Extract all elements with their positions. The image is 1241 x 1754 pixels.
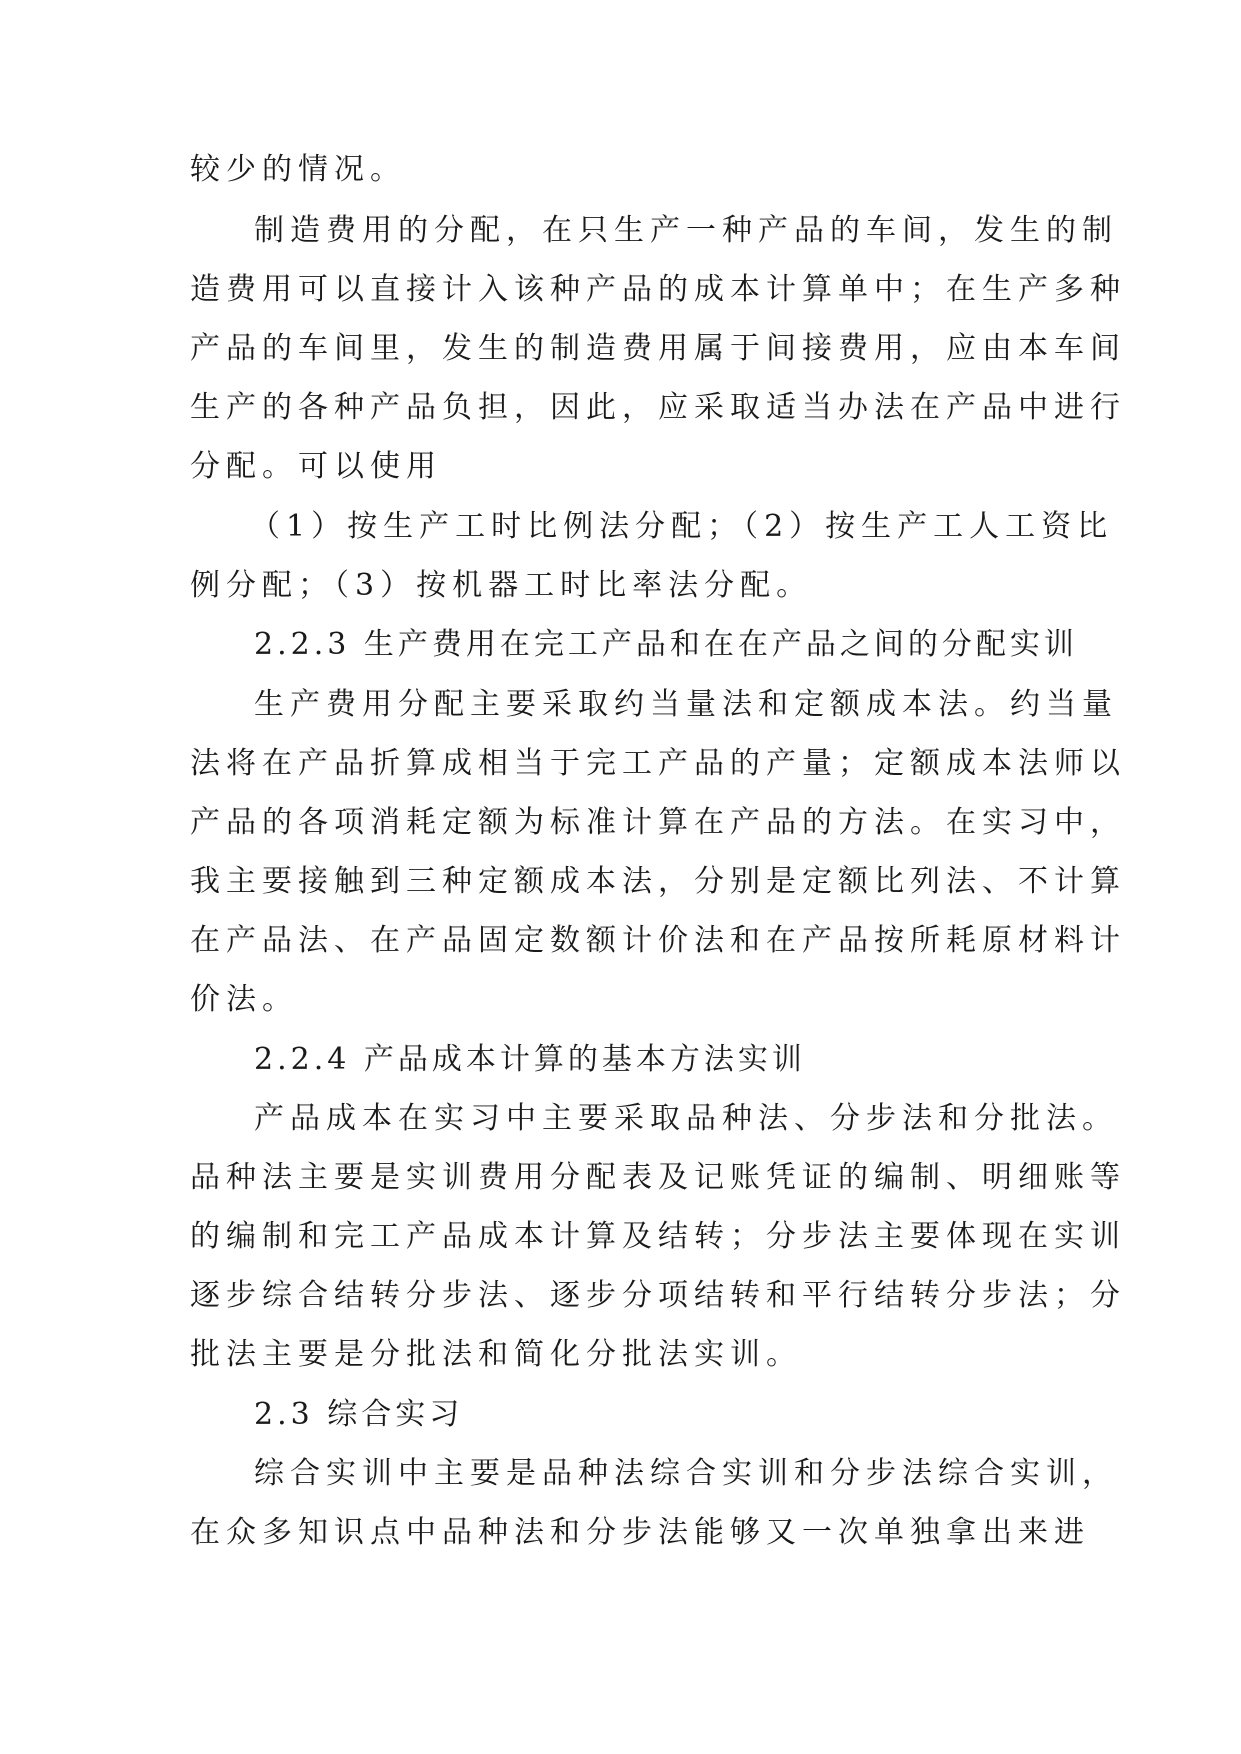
text-line: 例分配；（3）按机器工时比率法分配。 [190,568,813,603]
text-line: 在产品法、在产品固定数额计价法和在产品按所耗原材料计 [190,923,1126,958]
section-heading: 2.3 综合实习 [254,1397,464,1432]
text-line: 法将在产品折算成相当于完工产品的产量；定额成本法师以 [190,746,1126,781]
text-line: 产品成本在实习中主要采取品种法、分步法和分批法。 [254,1101,1118,1136]
text-line: 产品的车间里，发生的制造费用属于间接费用，应由本车间 [190,331,1126,366]
text-line: 生产的各种产品负担，因此，应采取适当办法在产品中进行 [190,390,1126,425]
text-line: 品种法主要是实训费用分配表及记账凭证的编制、明细账等 [190,1160,1126,1195]
text-line: 价法。 [190,982,298,1017]
section-heading: 2.2.3 生产费用在完工产品和在在产品之间的分配实训 [254,627,1078,662]
text-line: 造费用可以直接计入该种产品的成本计算单中；在生产多种 [190,272,1126,307]
section-heading: 2.2.4 产品成本计算的基本方法实训 [254,1042,806,1077]
text-line: 我主要接触到三种定额成本法，分别是定额比列法、不计算 [190,864,1126,899]
text-line: 的编制和完工产品成本计算及结转；分步法主要体现在实训 [190,1219,1126,1254]
text-line: 产品的各项消耗定额为标准计算在产品的方法。在实习中， [190,805,1126,840]
text-line: 在众多知识点中品种法和分步法能够又一次单独拿出来进 [190,1515,1090,1550]
text-line: 逐步综合结转分步法、逐步分项结转和平行结转分步法；分 [190,1278,1126,1313]
text-line: 生产费用分配主要采取约当量法和定额成本法。约当量 [254,687,1118,722]
text-line: 综合实训中主要是品种法综合实训和分步法综合实训， [254,1456,1118,1491]
text-line: 较少的情况。 [190,152,406,187]
text-line: 制造费用的分配，在只生产一种产品的车间，发生的制 [254,213,1118,248]
text-line: 批法主要是分批法和简化分批法实训。 [190,1337,802,1372]
text-line: 分配。可以使用 [190,449,442,484]
text-line: （1）按生产工时比例法分配；（2）按生产工人工资比 [250,509,1114,544]
